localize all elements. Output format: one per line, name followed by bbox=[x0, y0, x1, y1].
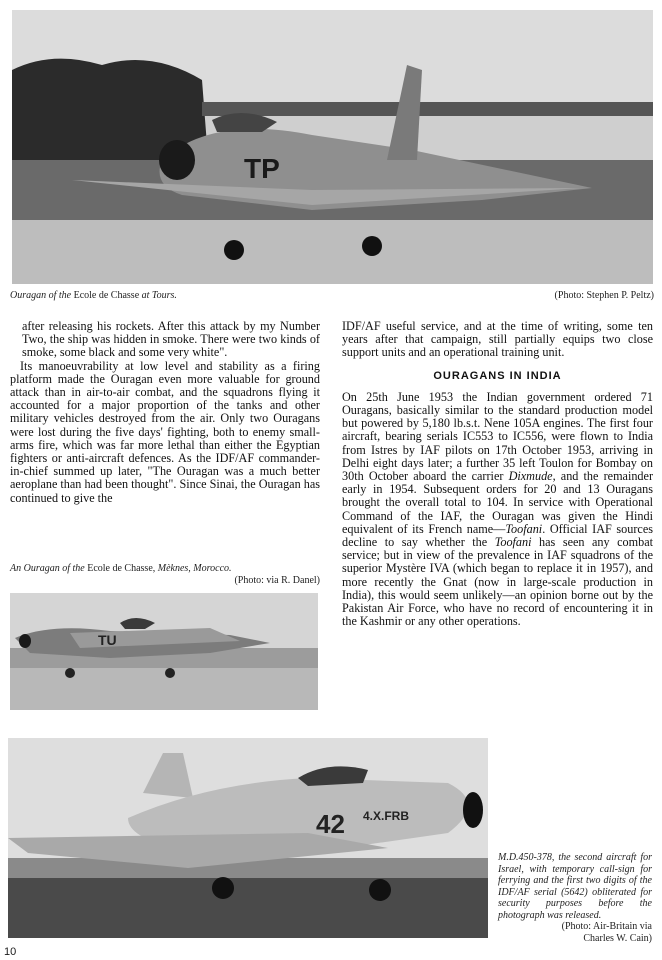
middle-caption-place: Mèknes, Morocco. bbox=[157, 563, 232, 574]
aircraft-number-42: 42 bbox=[316, 809, 345, 839]
bottom-caption-text: M.D.450-378, the second aircraft for Israel, with temporary call-sign for ferrying and the first two digits of the IDF/AF serial (5642) obliterated for security purposes before the photograph was released. bbox=[498, 852, 652, 921]
right-p2-a: On 25th June 1953 the Indian government ordered 71 Ouragans, basically similar to the standard production model but powered by 5,180 lb.s.t. Nene 105A engines. The first four aircraft, bearing serials IC553 to IC556, were flown to India from Istres by IAF pilots on 17th October 1953, arriving in Delhi eight days later; a further 35 left Toulon for Bombay on 30th October aboard the carrier bbox=[342, 389, 653, 484]
right-p2-d: has seen any combat service; but in view of the prevalence in IAF squadrons of the superior Mystère IVA (which began to replace it in 1957), and more recently the Gnat (now in large-scale production in India), this would seem unlikely—an opinion borne out by the Pakistan Air Force, who have no record of encountering it in the Kashmir or any other operations. bbox=[342, 535, 654, 629]
ouragan-tp-illustration bbox=[12, 10, 653, 284]
right-text-column bbox=[342, 320, 653, 628]
top-caption-unit: Ecole de Chasse bbox=[73, 290, 140, 301]
ouragan-tu-illustration bbox=[10, 593, 318, 710]
right-p2-b: , and the remainder early in 1954. Subsequent orders for 20 and 13 Ouragans brought the overall total to 104. In service with Operational Command of the IAF, the Ouragan was given the Hindi equivalent of its French name— bbox=[342, 469, 653, 536]
bottom-photo-credit-2: Charles W. Cain) bbox=[583, 932, 652, 944]
toofani-name-2: Toofani bbox=[494, 535, 532, 550]
bottom-photo-caption bbox=[498, 852, 652, 944]
top-photo-credit: (Photo: Stephen P. Peltz) bbox=[554, 290, 654, 301]
middle-photo-caption bbox=[10, 563, 320, 587]
top-photo-caption bbox=[10, 290, 410, 302]
bottom-photo bbox=[8, 738, 488, 938]
left-paragraph-2: Its manoeuvrability at low level and stability as a firing platform made the Ouragan even more valuable for ground attack than in air-to-air combat, and the squadrons flying it accounted for a major proportion of the tanks and other military vehicles destroyed from the air. Only two Ouragans were lost during the five days' fighting, both to enemy small-arms fire, which was far more lethal than either the Egyptian fighters or anti-aircraft defences. As the IDF/AF commander-in-chief summed up later, "The Ouragan was a much better aeroplane than had been thought". Since Sinai, the Ouragan has continued to give the bbox=[10, 358, 320, 505]
middle-caption-prefix: An Ouragan of the bbox=[10, 563, 85, 574]
middle-photo-credit: (Photo: via R. Danel) bbox=[234, 575, 320, 586]
middle-photo bbox=[10, 593, 318, 710]
right-paragraph-2 bbox=[342, 391, 653, 629]
right-p2-c: . Official IAF sources decline to say whether the bbox=[342, 521, 653, 550]
middle-caption-unit: Ecole de Chasse, bbox=[87, 563, 156, 574]
top-caption-prefix: Ouragan of the bbox=[10, 290, 72, 301]
aircraft-callsign: 4.X.FRB bbox=[363, 809, 410, 823]
page-number: 10 bbox=[4, 946, 17, 958]
left-text-column bbox=[10, 320, 320, 505]
aircraft-code-tu: TU bbox=[98, 632, 117, 648]
ship-name: Dixmude bbox=[508, 469, 553, 484]
section-heading: OURAGANS IN INDIA bbox=[433, 369, 562, 382]
aircraft-code-tp: TP bbox=[244, 153, 280, 184]
left-paragraph-1: after releasing his rockets. After this attack by my Number Two, the ship was hidden in smoke. There were two kinds of smoke, some black and some very white". bbox=[22, 319, 320, 360]
top-photo bbox=[12, 10, 653, 284]
right-paragraph-1: IDF/AF useful service, and at the time of writing, some ten years after that campaign, still partially equips two close support units and an operational training unit. bbox=[342, 319, 653, 360]
toofani-name: Toofani bbox=[505, 521, 543, 536]
bottom-photo-credit-1: (Photo: Air-Britain via bbox=[561, 921, 652, 932]
top-caption-suffix: at Tours. bbox=[141, 290, 177, 301]
ouragan-42-illustration bbox=[8, 738, 488, 938]
